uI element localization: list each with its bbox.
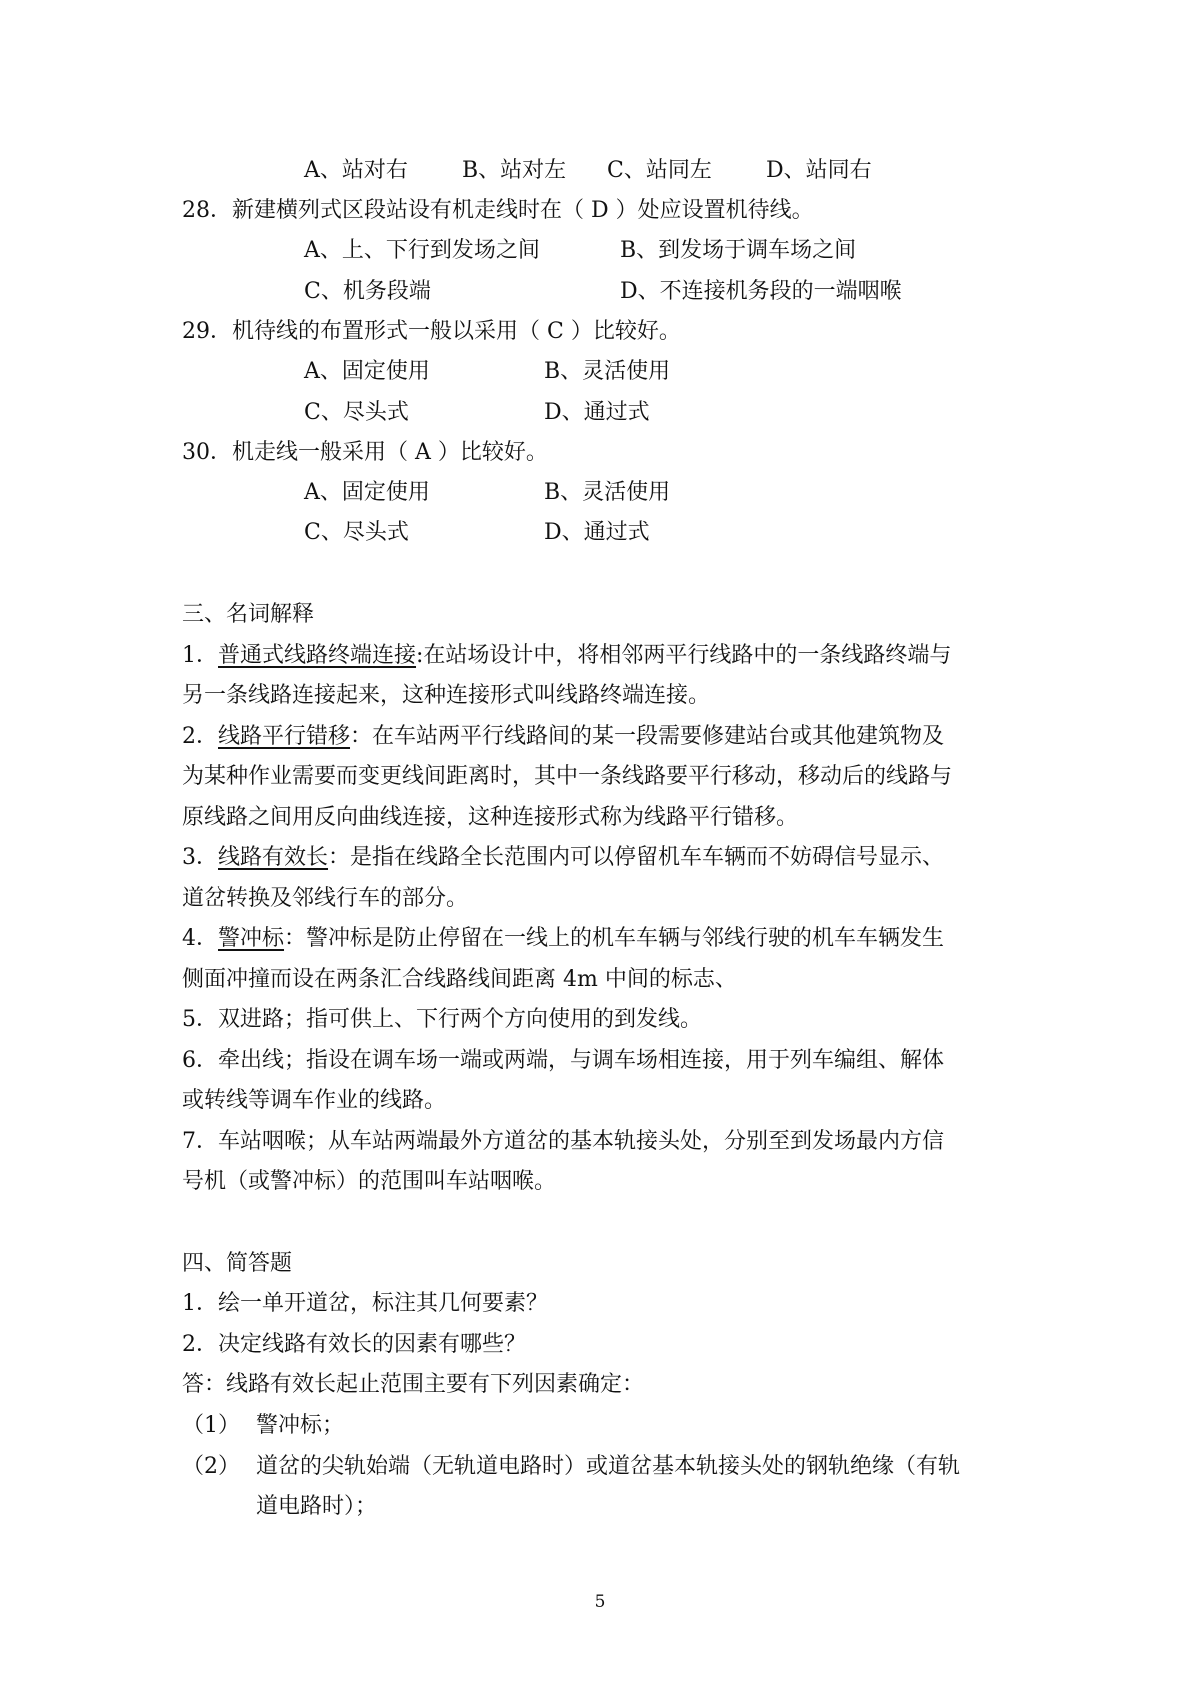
- term2-def1: ：在车站两平行线路间的某一段需要修建站台或其他建筑物及: [350, 724, 945, 749]
- short-question-2: 2．决定线路有效长的因素有哪些？: [182, 1332, 526, 1357]
- term1-num: 1．: [182, 643, 218, 668]
- term1-line2: 另一条线路连接起来，这种连接形式叫线路终端连接。: [182, 683, 711, 708]
- term1-line1: [182, 641, 951, 671]
- term3-def1: ：是指在线路全长范围内可以停留机车车辆而不妨碍信号显示、: [328, 845, 945, 870]
- section3-title: 三、名词解释: [182, 602, 315, 627]
- q30-option-a: A、固定使用: [304, 480, 430, 505]
- q30-stem: 30．机走线一般采用（ A ）比较好。: [182, 440, 548, 465]
- q28-stem: 28．新建横列式区段站设有机走线时在（ D ）处应设置机待线。: [182, 198, 814, 223]
- q30-option-c: C、尽头式: [304, 520, 409, 545]
- q29-option-c: C、尽头式: [304, 400, 409, 425]
- answer-item-2-text-cont: 道电路时）；: [256, 1494, 378, 1519]
- short-question-1: 1．绘一单开道岔，标注其几何要素？: [182, 1291, 548, 1316]
- term4-line2: 侧面冲撞而设在两条汇合线路线间距离 4m 中间的标志、: [182, 967, 737, 992]
- q30-option-d: D、通过式: [544, 520, 650, 545]
- term7-line1: 7．车站咽喉；从车站两端最外方道岔的基本轨接头处，分别至到发场最内方信: [182, 1129, 944, 1154]
- term4-term: 警冲标: [218, 926, 285, 951]
- term2-line3: 原线路之间用反向曲线连接，这种连接形式称为线路平行错移。: [182, 805, 799, 830]
- q29-option-b: B、灵活使用: [544, 359, 671, 384]
- page-number: 5: [594, 1592, 606, 1612]
- term4-num: 4．: [182, 926, 218, 951]
- term3-line2: 道岔转换及邻线行车的部分。: [182, 886, 469, 911]
- q28-option-b: B、到发场于调车场之间: [620, 238, 857, 263]
- answer-intro: 答：线路有效长起止范围主要有下列因素确定：: [182, 1372, 645, 1397]
- q27-option-c: C、站同左: [607, 158, 712, 183]
- answer-item-1-num: （1）: [182, 1413, 240, 1438]
- term2-term: 线路平行错移: [218, 724, 351, 749]
- q27-option-d: D、站同右: [766, 158, 872, 183]
- term3-line1: [182, 843, 944, 873]
- q29-stem: 29．机待线的布置形式一般以采用（ C ）比较好。: [182, 319, 681, 344]
- term2-num: 2．: [182, 724, 218, 749]
- term7-line2: 号机（或警冲标）的范围叫车站咽喉。: [182, 1169, 557, 1194]
- term1-term: 普通式线路终端连接: [218, 643, 417, 668]
- q27-option-b: B、站对左: [462, 158, 567, 183]
- term6-line2: 或转线等调车作业的线路。: [182, 1088, 447, 1113]
- term1-def1: :在站场设计中，将相邻两平行线路中的一条线路终端与: [416, 643, 952, 668]
- answer-item-2-text: 道岔的尖轨始端（无轨道电路时）或道岔基本轨接头处的钢轨绝缘（有轨: [256, 1454, 961, 1479]
- q28-option-c: C、机务段端: [304, 279, 431, 304]
- section4-title: 四、简答题: [182, 1251, 293, 1276]
- q29-option-a: A、固定使用: [304, 359, 430, 384]
- q28-option-d: D、不连接机务段的一端咽喉: [620, 279, 902, 304]
- term5-line1: 5．双进路；指可供上、下行两个方向使用的到发线。: [182, 1007, 702, 1032]
- q29-option-d: D、通过式: [544, 400, 650, 425]
- term2-line2: 为某种作业需要而变更线间距离时，其中一条线路要平行移动，移动后的线路与: [182, 764, 953, 789]
- term4-def1: ：警冲标是防止停留在一线上的机车车辆与邻线行驶的机车车辆发生: [284, 926, 945, 951]
- answer-item-2-num: （2）: [182, 1454, 240, 1479]
- q30-option-b: B、灵活使用: [544, 480, 671, 505]
- answer-item-1-text: 警冲标；: [256, 1413, 345, 1438]
- term3-term: 线路有效长: [218, 845, 329, 870]
- q28-option-a: A、上、下行到发场之间: [304, 238, 540, 263]
- q27-option-a: A、站对右: [304, 158, 408, 183]
- term6-line1: 6．牵出线；指设在调车场一端或两端，与调车场相连接，用于列车编组、解体: [182, 1048, 944, 1073]
- term3-num: 3．: [182, 845, 218, 870]
- term2-line1: [182, 722, 944, 752]
- term4-line1: [182, 924, 944, 954]
